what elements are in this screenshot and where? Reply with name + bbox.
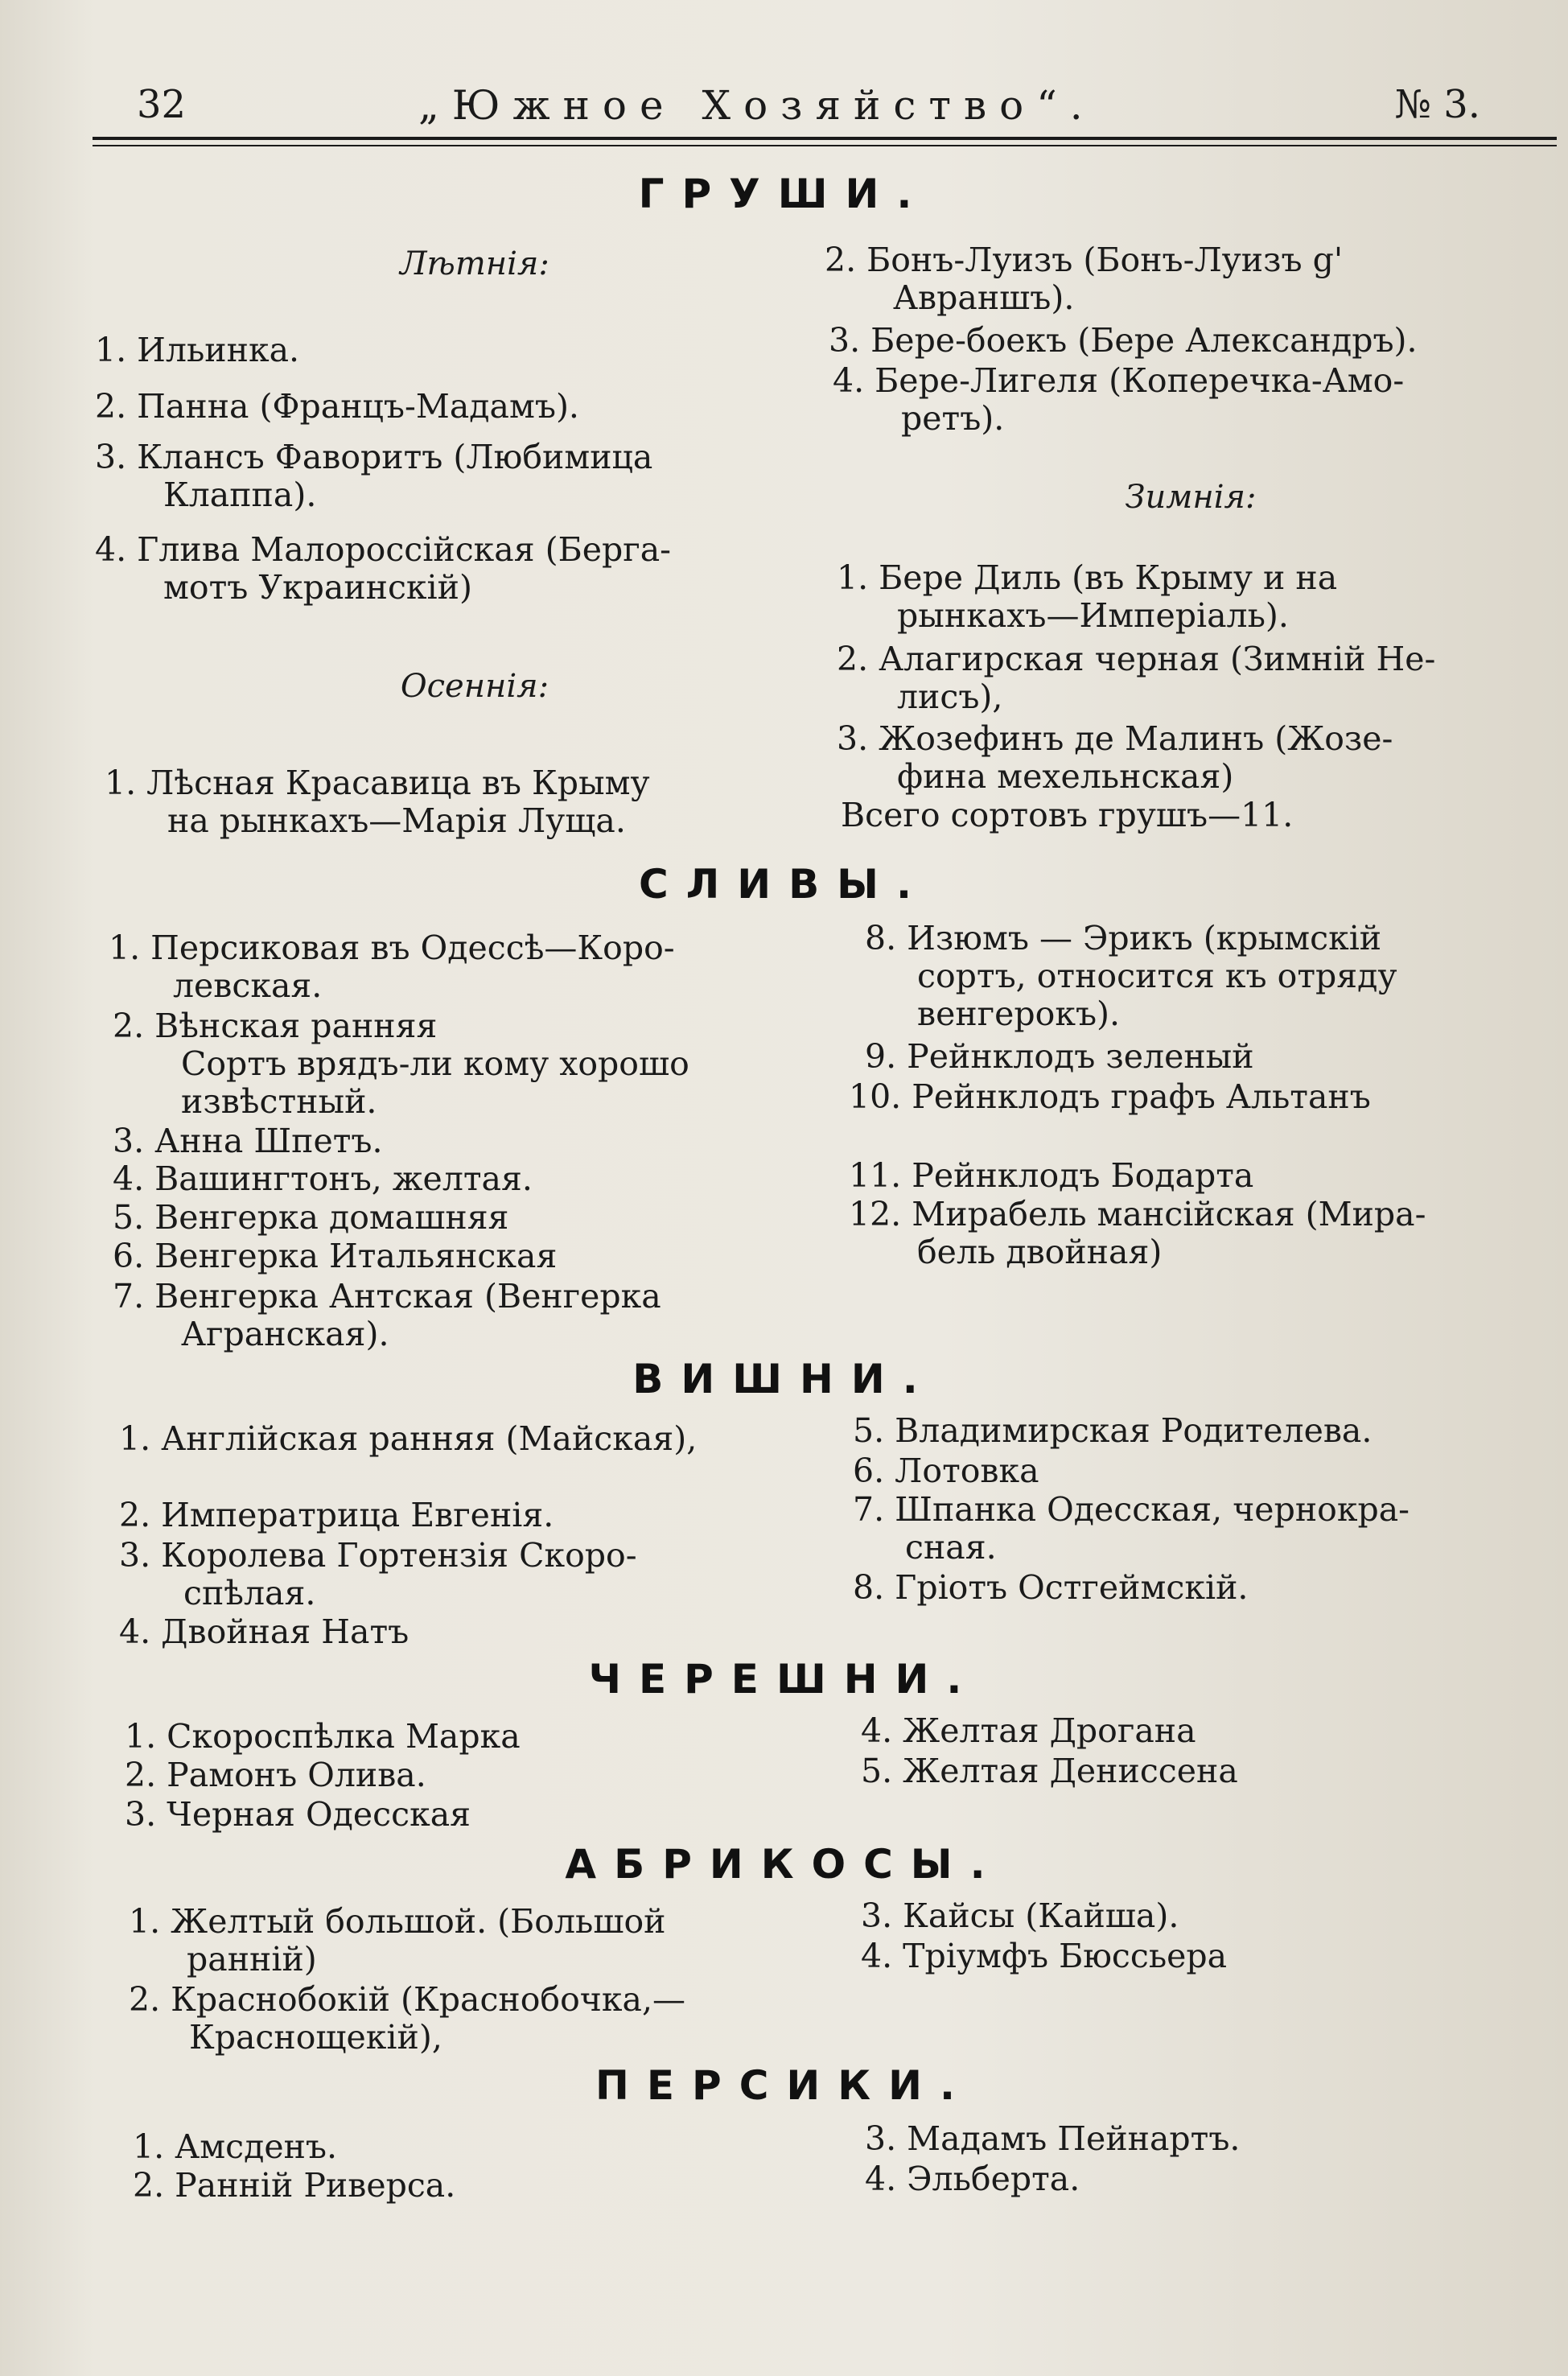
journal-title: „Южное Хозяйство“. [418,82,1096,129]
list-item: 1. Англійская ранняя (Майская), [119,1419,698,1458]
list-item: 12. Мирабель мансійская (Мира- бель двойная) [849,1195,1426,1271]
list-item: 2. Рамонъ Олива. [125,1756,426,1794]
section-heading-peaches: ПЕРСИКИ. [595,2062,973,2109]
list-item: 7. Шпанка Одесская, чернокра- сная. [853,1490,1410,1567]
section-heading-pears: ГРУШИ. [638,171,930,217]
list-item: 4. Глива Малороссійская (Берга- мотъ Украинскій) [95,530,672,607]
list-item: 1. Скороспѣлка Марка [125,1717,521,1756]
list-item: 1. Амсденъ. [133,2127,338,2166]
subheading-summer: Лѣтнія: [400,245,549,282]
list-item: 4. Эльберта. [865,2160,1080,2198]
list-item: 5. Желтая Дениссена [861,1752,1238,1790]
list-item: 3. Клансъ Фаворитъ (Любимица Клаппа). [95,438,653,514]
list-item: 2. Алагирская черная (Зимній Не- лисъ), [837,640,1436,716]
subheading-autumn: Осеннія: [400,668,549,705]
list-item: 8. Изюмъ — Эрикъ (крымскій сортъ, относится къ отряду венгерокъ). [865,919,1397,1033]
section-heading-plums: СЛИВЫ. [639,861,929,908]
list-item: 2. Императрица Евгенія. [119,1496,554,1534]
list-item: 9. Рейнклодъ зеленый [865,1037,1254,1076]
list-item: 2. Вѣнская ранняя Сортъ врядъ-ли кому хорошо извѣстный. [113,1007,689,1121]
list-item: 3. Кайсы (Кайша). [861,1896,1179,1935]
list-item: 6. Венгерка Итальянская [113,1237,558,1275]
list-item: 4. Вашингтонъ, желтая. [113,1159,533,1198]
list-item: 3. Черная Одесская [125,1795,471,1834]
running-header [121,82,1512,138]
section-heading-apricots: АБРИКОСЫ. [565,1841,1003,1888]
list-item: 11. Рейнклодъ Бодарта [849,1156,1254,1195]
list-item: 2. Бонъ-Луизъ (Бонъ-Луизъ g' Авраншъ). [825,241,1344,317]
list-item: 4. Тріумфъ Бюссьера [861,1937,1228,1975]
list-item: 1. Бере Диль (въ Крыму и на рынкахъ—Имперіаль). [837,558,1338,635]
list-item: 2. Панна (Францъ-Мадамъ). [95,387,579,426]
list-item: 2. Краснобокій (Краснобочка,— Краснощекій), [129,1980,685,2057]
list-item: 10. Рейнклодъ графъ Альтанъ [849,1077,1371,1116]
list-item: 3. Жозефинъ де Малинъ (Жозе- фина мехельнская) [837,719,1393,796]
pears-total: Всего сортовъ грушъ—11. [841,796,1294,834]
list-item: 4. Бере-Лигеля (Коперечка-Амо- ретъ). [833,361,1405,438]
list-item: 1. Желтый большой. (Большой ранній) [129,1902,666,1979]
list-item: 2. Ранній Риверса. [133,2166,456,2205]
list-item: 8. Гріотъ Остгеймскій. [853,1568,1249,1607]
list-item: 4. Двойная Натъ [119,1612,409,1651]
list-item: 4. Желтая Дрогана [861,1711,1196,1750]
section-heading-cherries: ВИШНИ. [632,1356,936,1402]
list-item: 3. Королева Гортензія Скоро- спѣлая. [119,1536,637,1612]
list-item: 6. Лотовка [853,1452,1039,1490]
issue-number: № 3. [1394,82,1480,127]
list-item: 5. Владимирская Родителева. [853,1411,1373,1450]
list-item: 1. Лѣсная Красавица въ Крыму на рынкахъ—Марія Луща. [105,764,650,840]
list-item: 1. Персиковая въ Одессѣ—Коро- левская. [109,929,675,1005]
list-item: 3. Анна Шпетъ. [113,1122,383,1160]
list-item: 5. Венгерка домашняя [113,1198,509,1237]
list-item: 1. Ильинка. [95,331,300,369]
list-item: 7. Венгерка Антская (Венгерка Агранская). [113,1277,661,1353]
header-rule [93,137,1557,140]
page-number: 32 [137,82,187,127]
list-item: 3. Бере-боекъ (Бере Александръ). [829,321,1418,360]
section-heading-sweet-cherries: ЧЕРЕШНИ. [588,1656,980,1703]
list-item: 3. Мадамъ Пейнартъ. [865,2119,1241,2158]
subheading-winter: Зимнія: [1125,479,1257,516]
header-rule-thin [93,145,1557,146]
